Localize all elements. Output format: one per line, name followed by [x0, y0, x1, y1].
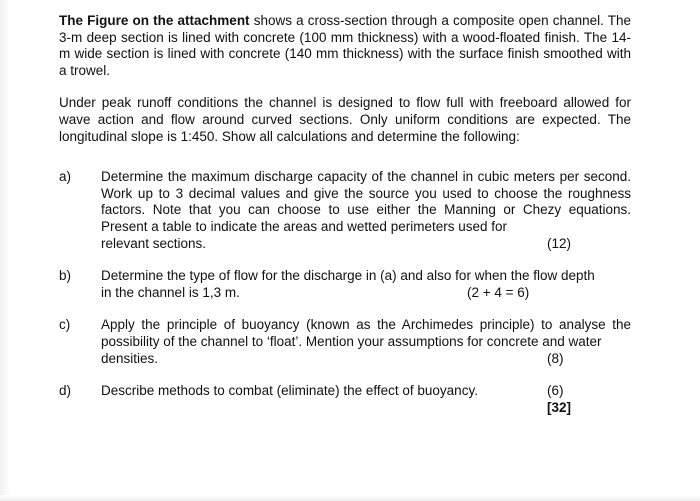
- question-text: Determine the maximum discharge capacity of the channel in cubic meters per second. Work up to 3 decimal values and give the source you used to choose the roughness factors. Note that you can choose to use either the Manning or Chezy equations. Present a table to indicate the areas and wetted perimeters used for: [101, 169, 631, 234]
- page-shadow-left: [0, 0, 10, 501]
- question-text: Apply the principle of buoyancy (known as the Archimedes principle) to analyse the possibility of the channel to ‘float’. Mention your assumptions for concrete and water: [101, 317, 631, 349]
- question-d: [59, 383, 631, 416]
- question-label: d): [59, 383, 72, 399]
- question-last-line: [101, 383, 631, 416]
- question-last-line: [101, 285, 631, 302]
- question-marks-block: [547, 383, 631, 416]
- question-label: b): [59, 268, 72, 284]
- question-b: [59, 268, 631, 301]
- question-list: [59, 169, 631, 416]
- total-marks: [32]: [547, 399, 572, 415]
- question-text: Determine the type of flow for the discharge in (a) and also for when the flow depth: [101, 268, 595, 284]
- question-marks: (12): [547, 235, 572, 251]
- intro-paragraph: [59, 13, 631, 79]
- question-text-end: Describe methods to combat (eliminate) the effect of buoyancy.: [101, 383, 478, 399]
- question-last-line: [101, 236, 631, 253]
- question-last-line: [101, 351, 631, 368]
- question-label: a): [59, 169, 72, 185]
- question-marks: (6): [547, 383, 564, 399]
- question-marks: (8): [547, 350, 564, 366]
- intro-lead-bold: The Figure on the attachment: [59, 13, 250, 28]
- question-marks: (2 + 4 = 6): [467, 284, 530, 300]
- question-a: [59, 169, 631, 252]
- question-text-end: densities.: [101, 350, 159, 366]
- question-text-end: relevant sections.: [101, 235, 207, 251]
- page-shadow-bottom: [0, 495, 700, 501]
- question-c: [59, 317, 631, 367]
- question-label: c): [59, 317, 71, 333]
- intro-lead-text: shows a cross-section through a composite open channel. The 3-m deep section is lined with concrete (100 mm thickness) with a wood-floated finish. The 14-m wide section is lined with concrete (140 mm thickness) with the surface finish smoothed with a trowel.: [59, 13, 632, 78]
- question-text-end: in the channel is 1,3 m.: [101, 284, 240, 300]
- context-paragraph: Under peak runoff conditions the channel is designed to flow full with freeboard allowed for wave action and flow around curved sections. Only uniform conditions are expected. The longitudinal slope is 1:450. Show all calculations and determine the following:: [59, 95, 631, 144]
- document-body: [59, 13, 631, 416]
